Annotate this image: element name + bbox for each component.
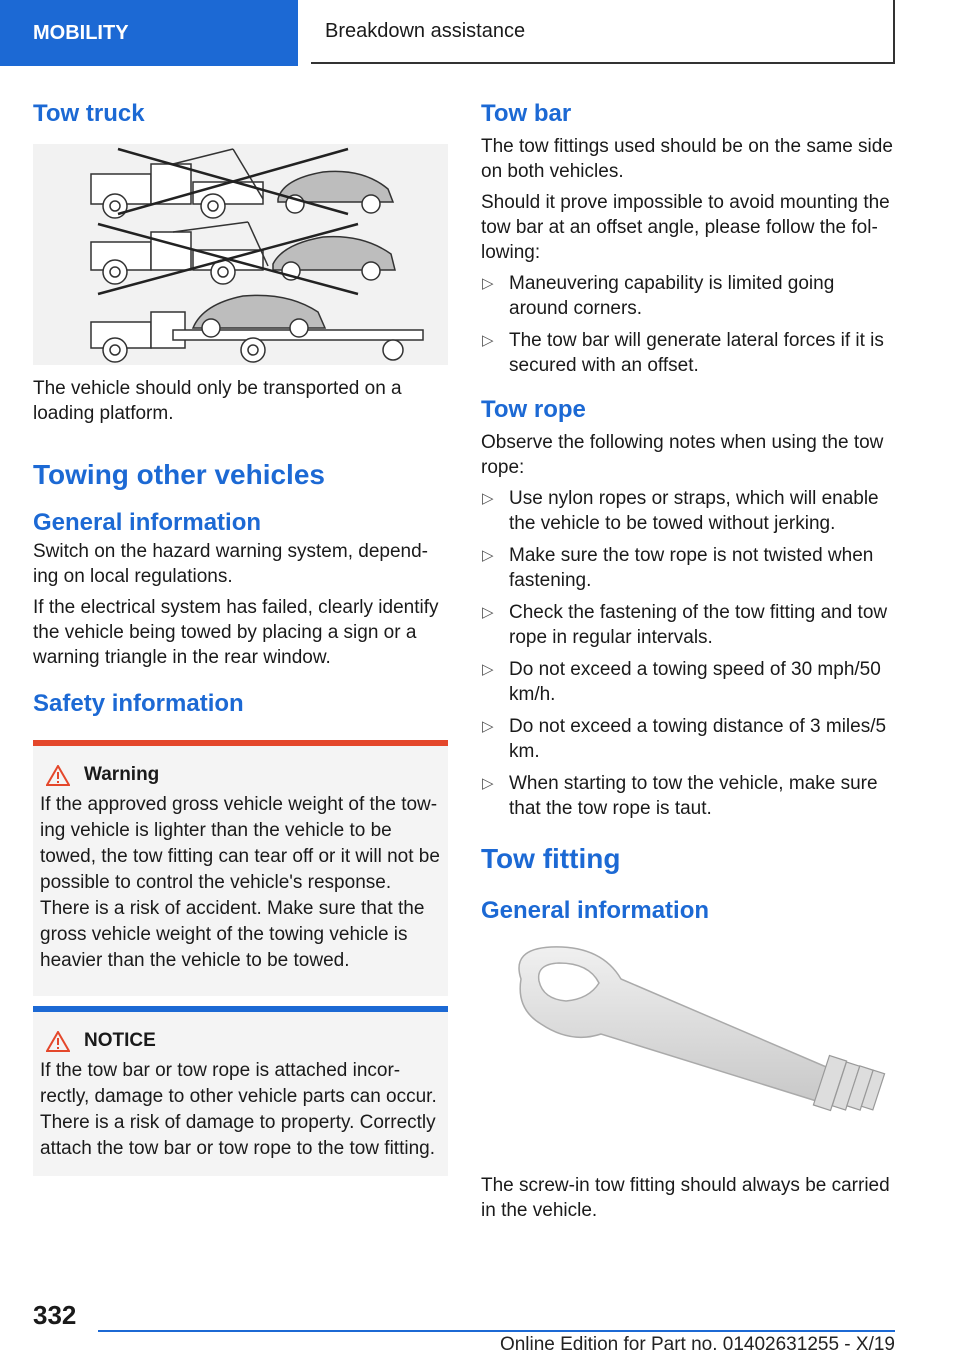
tow-bar-heading: Tow bar: [481, 100, 572, 127]
tow-fitting-illustration: [481, 939, 896, 1159]
triangle-bullet-icon: ▷: [482, 547, 494, 564]
warning-box: [33, 740, 448, 996]
tow-fitting-text: The screw-in tow fitting should always be carried in the vehicle.: [481, 1175, 890, 1221]
tow-bar-paragraph-2: Should it prove impossible to avoid mounting the tow bar at an offset angle, please follow the fol-lowing:: [481, 192, 890, 263]
list-item: ▷ Check the fastening of the tow fitting and tow rope in regular intervals.: [482, 602, 888, 648]
notice-triangle-icon: [46, 1031, 70, 1052]
notice-label: NOTICE: [84, 1030, 156, 1051]
warning-text: If the approved gross vehicle weight of the tow-ing vehicle is lighter than the vehicle to be towed, the tow fitting can tear off or it will not be possible to control the vehicle's response. There is a risk of accident. Make sure that the gross vehicle weight of the towing vehicle is heavier than the vehicle to be towed.: [40, 794, 440, 971]
triangle-bullet-icon: ▷: [482, 490, 494, 507]
general-information-heading: General information: [33, 509, 262, 536]
right-column: [481, 100, 896, 1223]
notice-text: If the tow bar or tow rope is attached incor-rectly, damage to other vehicle parts can occur. There is a risk of damage to property. Correctly attach the tow bar or tow rope to the tow fitting.: [40, 1060, 437, 1159]
edition-text: Online Edition for Part no. 01402631255 - X/19: [499, 1334, 895, 1355]
left-column: [33, 100, 448, 1176]
list-item: ▷ Do not exceed a towing speed of 30 mph/50 km/h.: [482, 659, 881, 705]
tow-truck-text: The vehicle should only be transported on a loading platform.: [33, 378, 402, 424]
section-label: MOBILITY: [33, 21, 129, 44]
tow-bar-paragraph-1: The tow fittings used should be on the same side on both vehicles.: [481, 136, 893, 182]
list-item: ▷ The tow bar will generate lateral forces if it is secured with an offset.: [482, 330, 884, 376]
triangle-bullet-icon: ▷: [482, 332, 494, 349]
tow-rope-heading: Tow rope: [481, 396, 586, 423]
safety-information-heading: Safety information: [33, 690, 244, 717]
tow-fitting-general-heading: General information: [481, 897, 710, 924]
triangle-bullet-icon: ▷: [482, 661, 494, 678]
towing-other-vehicles-heading: Towing other vehicles: [33, 459, 325, 490]
tow-bar-list: [481, 271, 896, 378]
notice-box: [33, 1006, 448, 1176]
triangle-bullet-icon: ▷: [482, 718, 494, 735]
list-item: ▷ When starting to tow the vehicle, make sure that the tow rope is taut.: [482, 773, 878, 819]
tow-fitting-heading: Tow fitting: [481, 843, 621, 874]
list-item: ▷ Use nylon ropes or straps, which will enable the vehicle to be towed without jerking.: [482, 488, 879, 534]
general-paragraph-2: If the electrical system has failed, clearly identify the vehicle being towed by placing a sign or a warning triangle in the rear window.: [33, 597, 439, 668]
tow-truck-heading: Tow truck: [33, 100, 145, 127]
list-item: ▷ Make sure the tow rope is not twisted when fastening.: [482, 545, 874, 591]
triangle-bullet-icon: ▷: [482, 275, 494, 292]
tow-rope-paragraph: Observe the following notes when using the tow rope:: [481, 432, 884, 478]
general-paragraph-1: Switch on the hazard warning system, depend-ing on local regulations.: [33, 541, 428, 587]
tow-truck-drawing: [33, 144, 448, 365]
tow-fitting-drawing: [481, 939, 896, 1159]
chapter-label: Breakdown assistance: [325, 19, 526, 42]
tow-truck-illustration: [33, 144, 448, 365]
warning-label: Warning: [84, 764, 160, 785]
warning-triangle-icon: [46, 765, 70, 786]
triangle-bullet-icon: ▷: [482, 604, 494, 621]
tow-rope-list: [481, 486, 896, 821]
list-item: ▷ Do not exceed a towing distance of 3 miles/5 km.: [482, 716, 887, 762]
list-item: ▷ Maneuvering capability is limited going around corners.: [482, 273, 835, 319]
page-number: 332: [33, 1300, 77, 1330]
chapter-header: [311, 0, 895, 64]
footer-divider: [98, 1330, 895, 1332]
section-tab: [0, 0, 298, 66]
triangle-bullet-icon: ▷: [482, 775, 494, 792]
